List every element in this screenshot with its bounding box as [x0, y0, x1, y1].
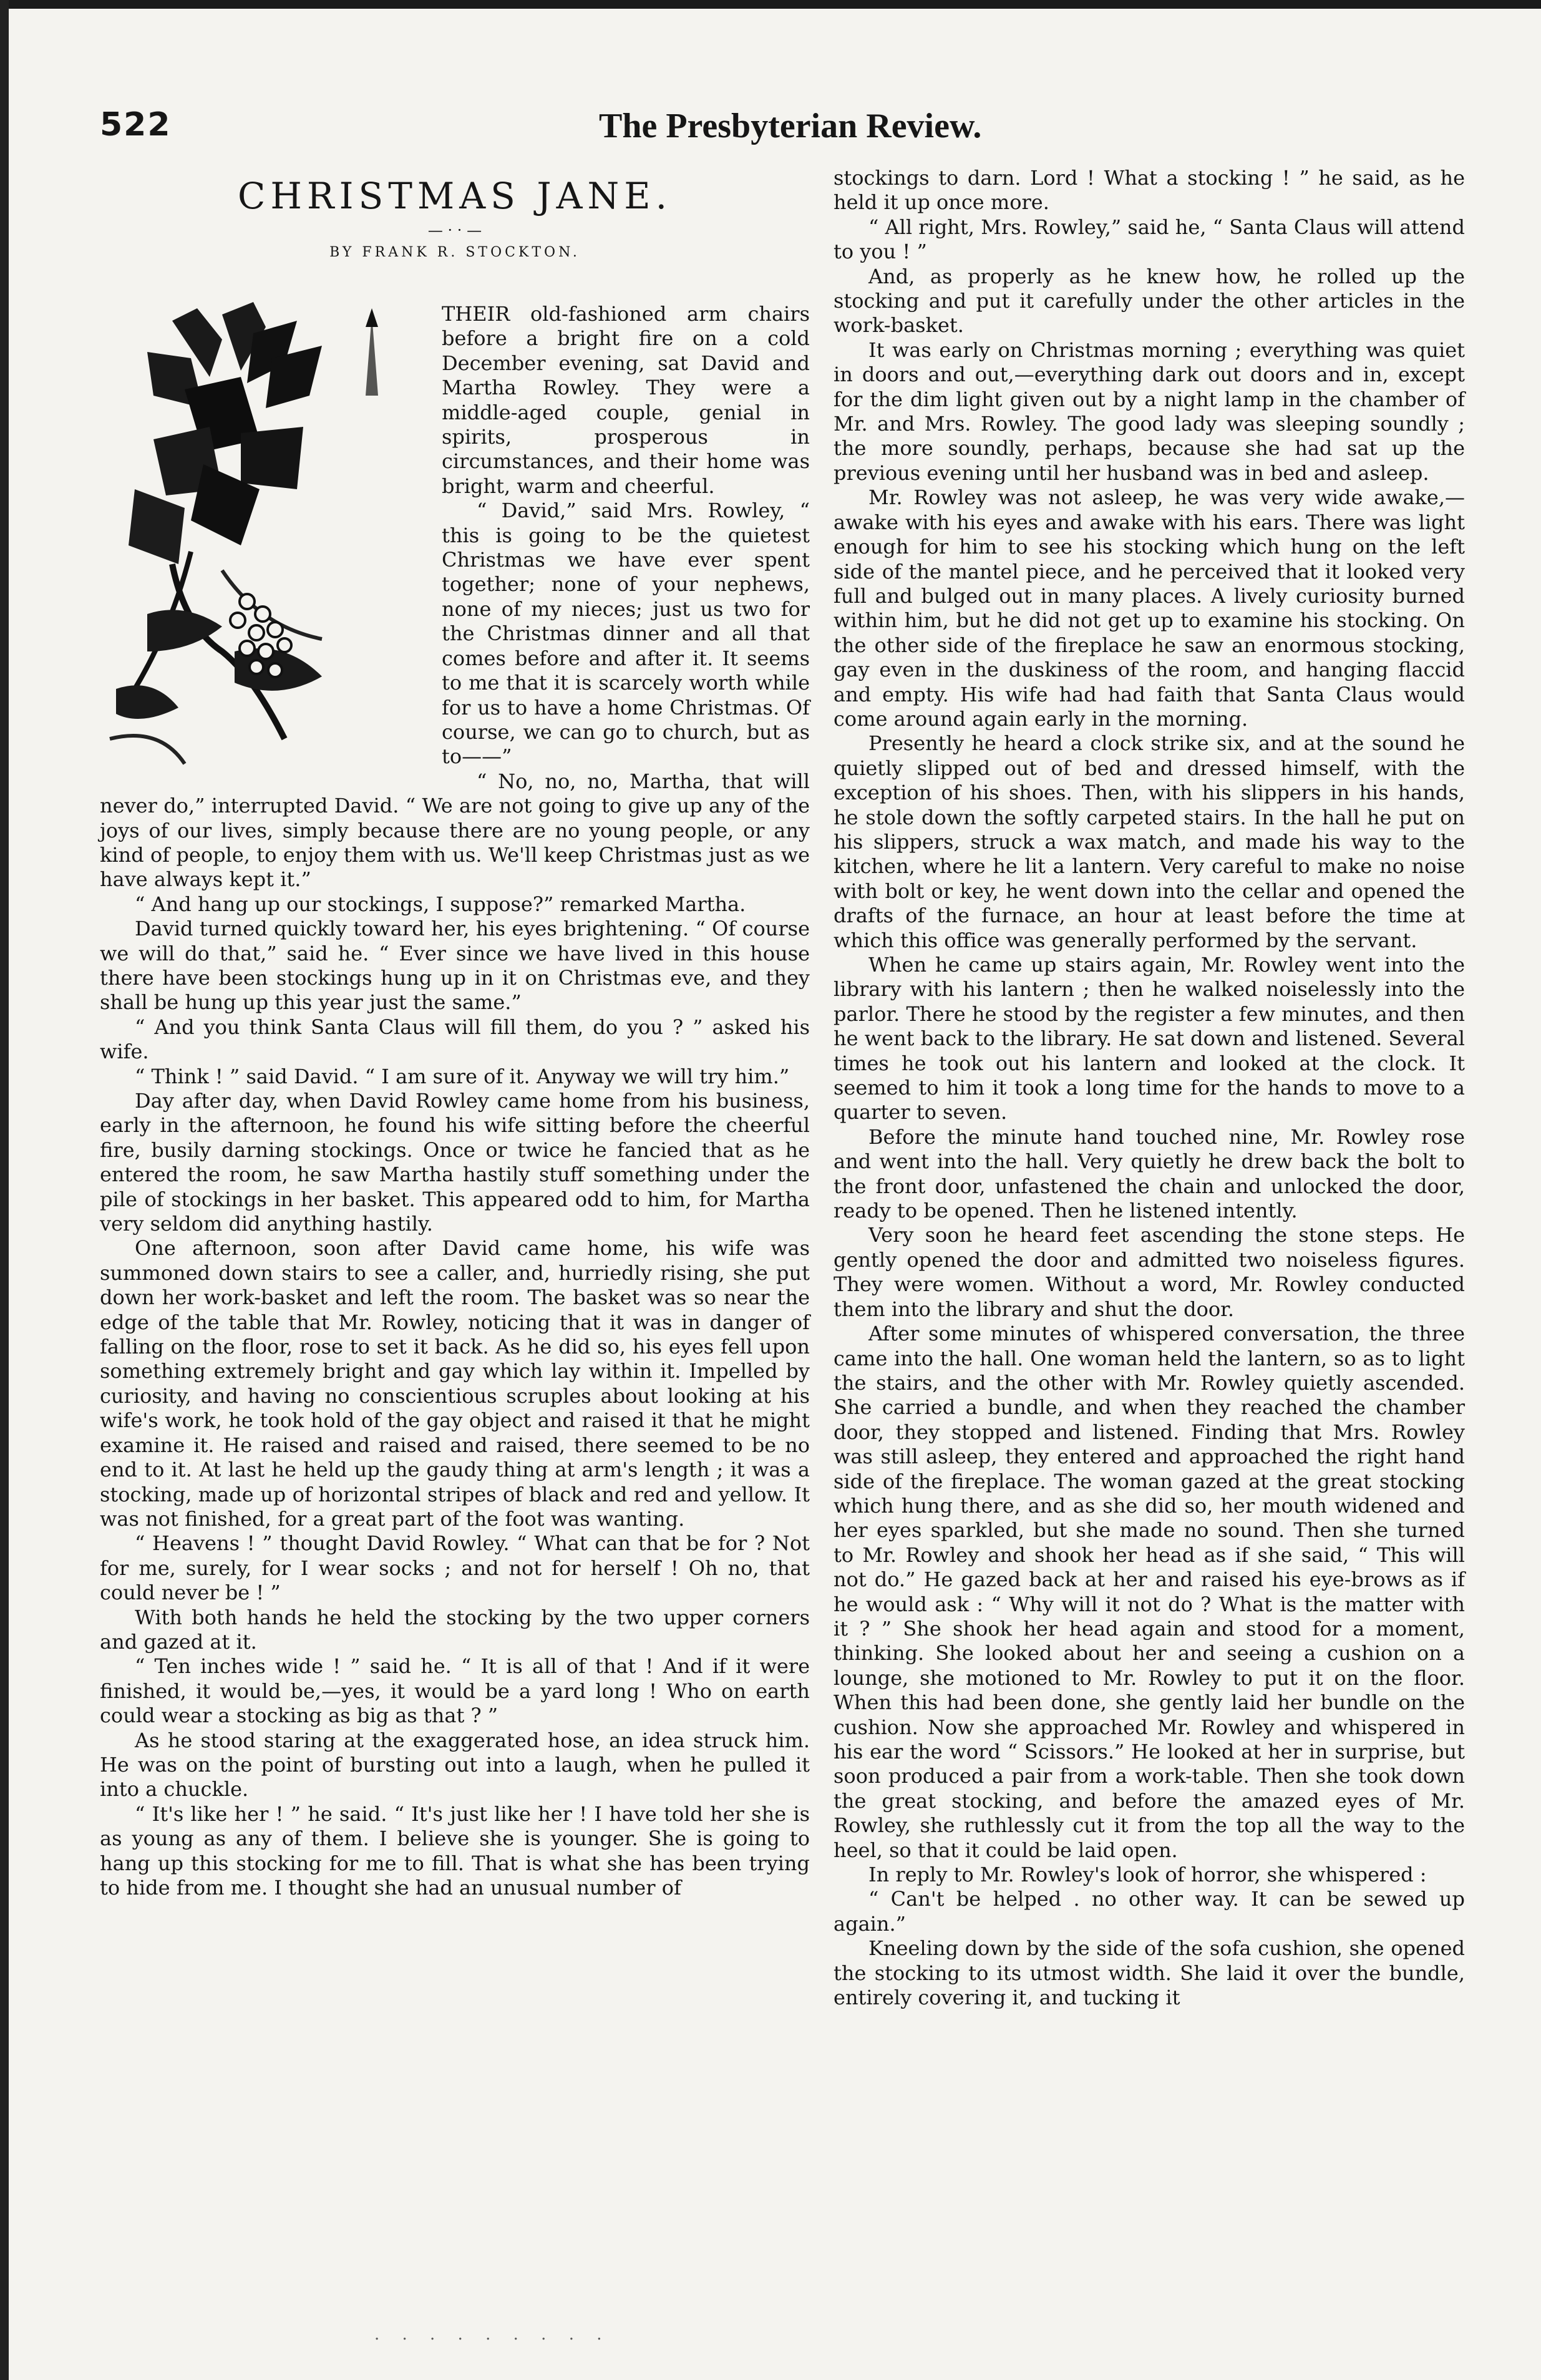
footer-mark: · · · · · · · · · [374, 2330, 611, 2349]
paragraph: It was early on Christmas morning ; everything was quiet in doors and out,—everything dark out doors and in, except for the dim light given out by a night lamp in the chamber of Mr. and Mrs. Rowley. The good lady was sleeping soundly ; the more soundly, perhaps, because she had sat up the previous evening until her husband was in bed and asleep. [834, 338, 1465, 485]
paragraph: “ And you think Santa Claus will fill them, do you ? ” asked his wife. [100, 1015, 810, 1064]
right-column [834, 166, 1465, 2010]
paragraph: “ Ten inches wide ! ” said he. “ It is all of that ! And if it were finished, it would be,—yes, it would be a yard long ! Who on earth could wear a stocking as big as that ? ” [100, 1654, 810, 1728]
paragraph: Presently he heard a clock strike six, and at the sound he quietly slipped out of bed and dressed himself, with the exception of his shoes. Then, with his slippers in his hands, he stole down the softly carpeted stairs. In the hall he put on his slippers, struck a wax match, and made his way to the kitchen, where he lit a lantern. Very careful to make no noise with bolt or key, he went down into the cellar and opened the drafts of the furnace, an hour at least before the time at which this office was generally performed by the servant. [834, 731, 1465, 952]
top-rule [0, 0, 1541, 9]
poinsettia-illustration [97, 302, 434, 776]
paragraph: Before the minute hand touched nine, Mr. Rowley rose and went into the hall. Very quietly he drew back the bolt to the front door, unfastened the chain and unlocked the door, ready to be opened. Then he listened intently. [834, 1124, 1465, 1223]
paragraph: THEIR old-fashioned arm chairs before a bright fire on a cold December evening, sat David and Martha Rowley. They were a middle-aged couple, genial in spirits, prosperous in circumstances, and their home was bright, warm and cheerful. [442, 302, 810, 498]
paragraph: And, as properly as he knew how, he rolled up the stocking and put it carefully under the other articles in the work-basket. [834, 264, 1465, 338]
paragraph: As he stood staring at the exaggerated hose, an idea struck him. He was on the point of bursting out into a laugh, when he pulled it into a chuckle. [100, 1728, 810, 1802]
paragraph: “ Heavens ! ” thought David Rowley. “ What can that be for ? Not for me, surely, for I wear socks ; and not for herself ! Oh no, that could never be ! ” [100, 1531, 810, 1605]
scan-edge [0, 0, 9, 2380]
paragraph: When he came up stairs again, Mr. Rowley went into the library with his lantern ; then he walked noiselessly into the parlor. There he stood by the register a few minutes, and then he went back to the library. He sat down and listened. Several times he took out his lantern and looked at the clock. It seemed to him it took a long time for the hands to move to a quarter to seven. [834, 953, 1465, 1124]
paragraph: “ No, no, no, Martha, that will never do,” interrupted David. “ We are not going to give up any of the joys of our lives, simply because there are no young people, or any kind of people, to enjoy them with us. We'll keep Christmas just as we have always kept it.” [100, 769, 810, 892]
paragraph: In reply to Mr. Rowley's look of horror, she whispered : [868, 1863, 1427, 1887]
paragraph: Very soon he heard feet ascending the stone steps. He gently opened the door and admitted two noiseless figures. They were women. Without a word, Mr. Rowley conducted them into the library and shut the door. [834, 1223, 1465, 1321]
paragraph: After some minutes of whispered conversation, the three came into the hall. One woman held the lantern, so as to light the stairs, and the other with Mr. Rowley quietly ascended. She carried a bundle, and when they reached the chamber door, they stopped and listened. Finding that Mrs. Rowley was still asleep, they entered and approached the right hand side of the fireplace. The woman gazed at the great stocking which hung there, and as she did so, her mouth widened and her eyes sparkled, but she made no sound. Then she turned to Mr. Rowley and shook her head as if she said, “ This will not do.” He gazed back at her and raised his eye-brows as if he would ask : “ Why will it not do ? What is the matter with it ? ” She shook her head again and stood for a moment, thinking. She looked about her and seeing a cushion on a lounge, she motioned to Mr. Rowley to put it on the floor. When this had been done, she gently laid her bundle on the cushion. Now she approached Mr. Rowley and whispered in his ear the word “ Scissors.” He looked at her in surprise, but soon produced a pair from a work-table. Then she took down the great stocking, and before the amazed eyes of Mr. Rowley, she ruthlessly cut it from the top all the way to the heel, so that it could be laid open. [834, 1322, 1465, 1862]
paragraph: “ And hang up our stockings, I suppose?” remarked Martha. [135, 892, 746, 916]
left-column [100, 176, 810, 1900]
paragraph: With both hands he held the stocking by the two upper corners and gazed at it. [100, 1605, 810, 1654]
paragraph: stockings to darn. Lord ! What a stocking ! ” he said, as he held it up once more. [834, 166, 1465, 215]
paragraph: “ All right, Mrs. Rowley,” said he, “ Santa Claus will attend to you ! ” [834, 215, 1466, 264]
page-number: 522 [100, 106, 172, 144]
paragraph: “ Think ! ” said David. “ I am sure of it. Anyway we will try him.” [135, 1064, 790, 1088]
paragraph: One afternoon, soon after David came home, his wife was summoned down stairs to see a caller, and, hurriedly rising, she put down her work-basket and left the room. The basket was so near the edge of the table that Mr. Rowley, noticing that it was in danger of falling on the floor, rose to set it back. As he did so, his eyes fell upon something extremely bright and gay which lay within it. Impelled by curiosity, and having no conscientious scruples about looking at his wife's work, he took hold of the gay object and raised it that he might examine it. He raised and raised and raised, there seemed to be no end to it. At last he held up the gaudy thing at arm's length ; it was a stocking, made up of horizontal stripes of black and red and yellow. It was not finished, for a great part of the foot was wanting. [100, 1236, 810, 1531]
running-head: The Presbyterian Review. [599, 107, 982, 145]
flower-icon [97, 302, 434, 776]
paragraph: “ It's like her ! ” he said. “ It's just like her ! I have told her she is as young as any of them. I believe she is younger. She is going to hang up this stocking for me to fill. That is what she has been trying to hide from me. I thought she had an unusual number of [100, 1802, 810, 1900]
paragraph: Kneeling down by the side of the sofa cushion, she opened the stocking to its utmost width. She laid it over the bundle, entirely covering it, and tucking it [834, 1936, 1465, 2010]
paragraph: David turned quickly toward her, his eyes brightening. “ Of course we will do that,” said he. “ Ever since we have lived in this house there have been stockings hung up in it on Christmas eve, and they shall be hung up this year just the same.” [100, 917, 810, 1015]
paragraph: “ Can't be helped . no other way. It can be sewed up again.” [834, 1887, 1465, 1936]
paragraph: Mr. Rowley was not asleep, he was very wide awake,—awake with his eyes and awake with his ears. There was light enough for him to see his stocking which hung on the left side of the mantel piece, and he perceived that it looked very full and bulged out in many places. A lively curiosity burned within him, but he did not get up to examine his stocking. On the other side of the fireplace he saw an enormous stocking, gay even in the duskiness of the room, and hanging flaccid and empty. His wife had had faith that Santa Claus would come around again early in the morning. [834, 485, 1465, 731]
paragraph: Day after day, when David Rowley came home from his business, early in the afternoon, he found his wife sitting before the cheerful fire, busily darning stockings. Once or twice he fancied that as he entered the room, he saw Martha hastily stuff something under the pile of stockings in her basket. This appeared odd to him, for Martha very seldom did anything hastily. [100, 1089, 810, 1236]
page-header [100, 106, 1460, 162]
title-ornament: — · · — [427, 222, 482, 239]
paragraph: “ David,” said Mrs. Rowley, “ this is going to be the quietest Christmas we have ever spent together; none of your nephews, none of my nieces; just us two for the Christmas dinner and all that comes before and after it. It seems to me that it is scarcely worth while for us to have a home Christmas. Of course, we can go to church, but as to——” [442, 499, 810, 769]
byline: BY FRANK R. STOCKTON. [329, 245, 580, 260]
article-title: CHRISTMAS JANE. [237, 175, 673, 217]
